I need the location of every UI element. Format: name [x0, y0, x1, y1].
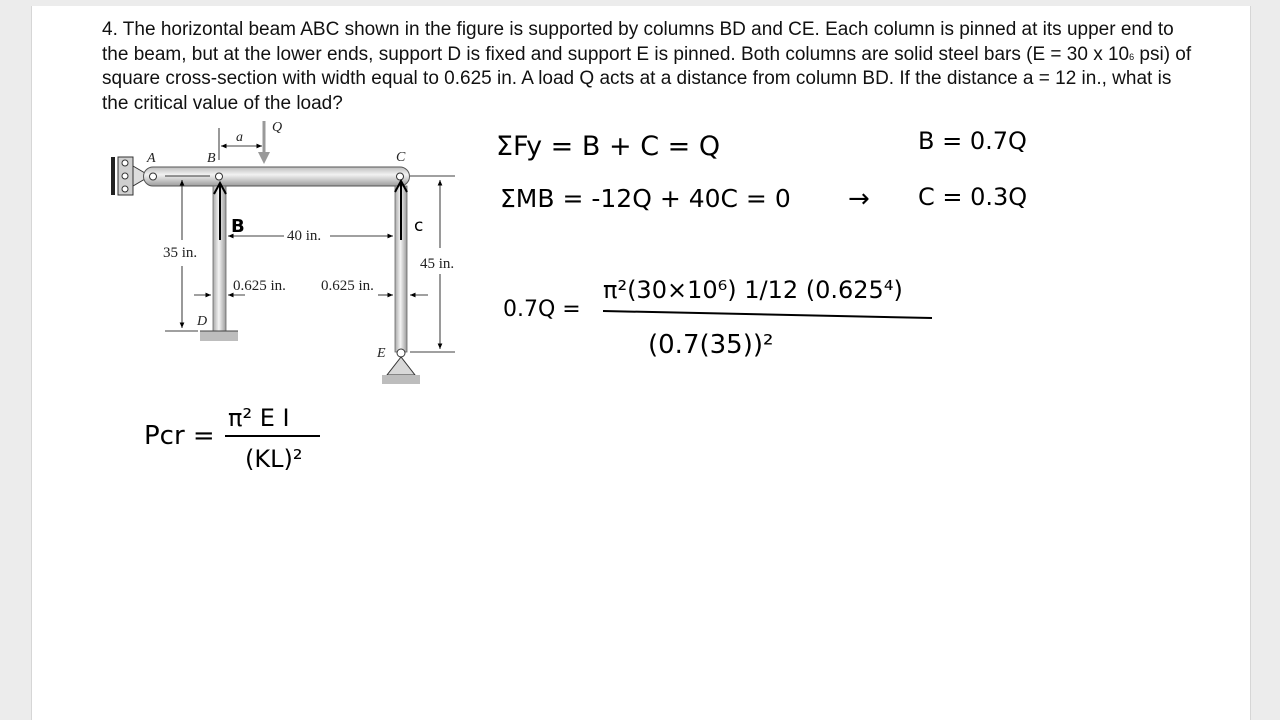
arrow-implies: →	[848, 184, 870, 214]
equation-denominator: (0.7(35))²	[648, 330, 774, 360]
label-40in: 40 in.	[287, 228, 322, 244]
label-35in: 35 in.	[163, 245, 198, 261]
equation-sum-mb: ΣMB = -12Q + 40C = 0	[500, 184, 791, 213]
equation-sum-fy: ΣFy = B + C = Q	[496, 131, 721, 162]
label-c-point: C	[396, 150, 406, 165]
label-width-right: 0.625 in.	[321, 278, 374, 294]
fraction-bar	[603, 311, 932, 318]
label-d-point: D	[197, 314, 208, 329]
label-45in: 45 in.	[420, 256, 455, 272]
pcr-numerator: π² E I	[228, 404, 290, 432]
equation-numerator: π²(30×10⁶) 1/12 (0.625⁴)	[603, 276, 903, 304]
handwritten-label-b: B	[231, 216, 245, 237]
label-a-point: A	[147, 151, 156, 166]
equation-lhs: 0.7Q =	[503, 297, 581, 322]
label-a-distance: a	[236, 130, 243, 145]
load-q-arrow	[258, 121, 270, 164]
handwritten-label-c: c	[414, 216, 424, 236]
label-q-load: Q	[272, 120, 283, 135]
beam-abc	[144, 167, 410, 186]
result-c: C = 0.3Q	[918, 183, 1028, 211]
result-b: B = 0.7Q	[918, 127, 1027, 155]
exponent: 6	[1129, 51, 1135, 62]
label-b-point: B	[207, 151, 216, 166]
pcr-denominator: (KL)²	[245, 445, 303, 473]
problem-text-continued: psi) of square cross-section with width equal to 0.625 in. A load Q acts at a distance from column BD. If the distance a = 12 in., what is the critical value of the load?	[102, 43, 1192, 114]
label-width-left: 0.625 in.	[233, 278, 286, 294]
pcr-lhs: Pcr =	[144, 421, 215, 451]
label-e-point: E	[377, 346, 386, 361]
problem-text: The horizontal beam ABC shown in the figure is supported by columns BD and CE. Each column is pinned at its upper end to the beam, but at the lower ends, support D is fixed and support E is pinned. Both columns are solid steel bars (E = 30 x 10	[102, 19, 1174, 65]
problem-number: 4.	[102, 19, 118, 40]
